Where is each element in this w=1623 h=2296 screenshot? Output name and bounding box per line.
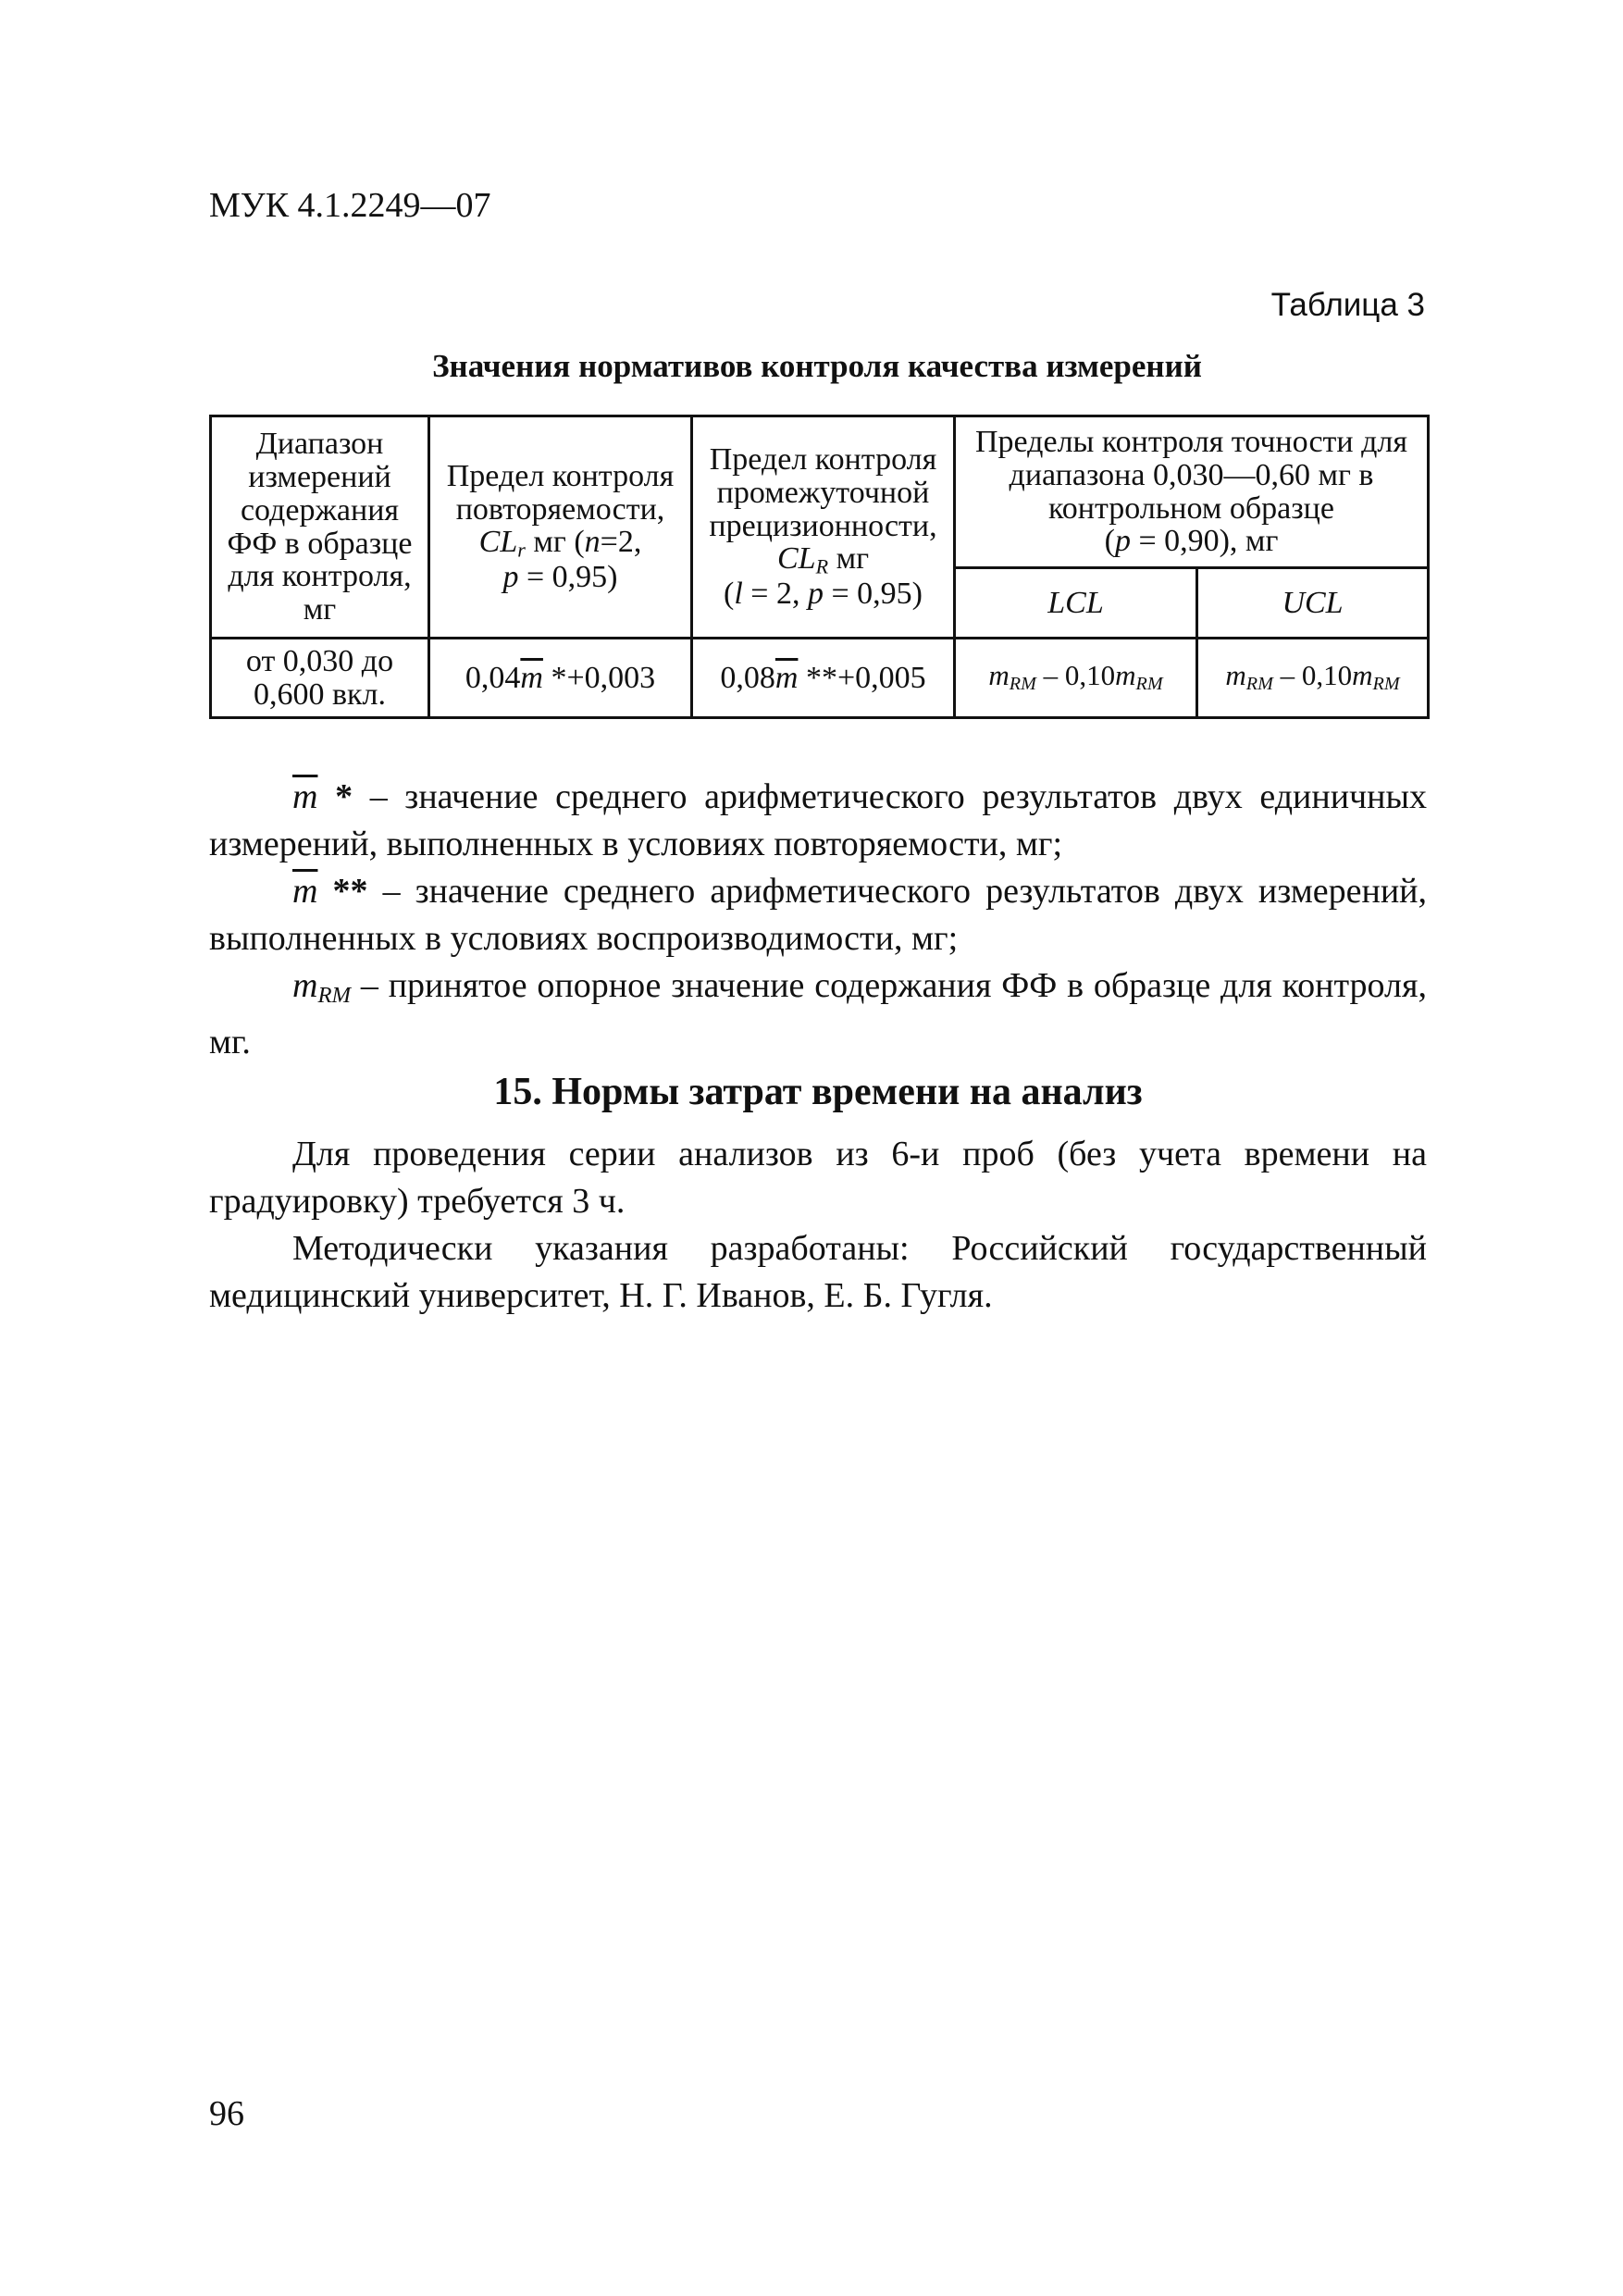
note-mean-repeatability: $\overline{m}$ * – значение среднего арифметического результатов двух единичных измерений, выполненных в условиях повторяемости, мг; (209, 777, 1428, 863)
section-paragraph-authors: Методически указания разработаны: Российский государственный медицинский университет, Н. Г. Иванов, Е. Б. Гугля. (209, 1229, 1427, 1315)
header-accuracy-limits: Пределы контроля точности для диапазона 0,030—0,60 мг в контрольном образце (p = 0,90), мг (955, 416, 1429, 568)
cell-ucl: $m_{RM} - 0,10m_{RM}$ (1197, 639, 1429, 718)
table-label: Таблица 3 (1270, 287, 1425, 323)
section-heading: 15. Нормы затрат времени на анализ (493, 1071, 1143, 1113)
cell-repeatability: $0,04\overline{m}$ *+0,003 (429, 639, 692, 718)
header-repeatability: Предел контроля повторяемости, $CL_r$ мг (n=2, p = 0,95) (429, 416, 692, 639)
note-mean-reproducibility: $\overline{m}$ ** – значение среднего арифметического результатов двух измерений, выполненных в условиях воспроизводимости, мг; (209, 872, 1427, 958)
page-number: 96 (209, 2094, 244, 2133)
quality-control-table (209, 415, 1430, 719)
header-lcl: LCL (955, 568, 1197, 639)
cell-lcl: $m_{RM} - 0,10m_{RM}$ (955, 639, 1197, 718)
document-code: МУК 4.1.2249—07 (209, 186, 491, 225)
cell-intermediate-precision: $0,08\overline{m}$ **+0,005 (692, 639, 955, 718)
section-paragraph-time: Для проведения серии анализов из 6-и проб (без учета времени на градуировку) требуется 3 ч. (209, 1135, 1427, 1221)
table-title: Значения нормативов контроля качества измерений (432, 348, 1202, 384)
cell-range: от 0,030 до 0,600 вкл. (211, 639, 429, 718)
note-reference-value: $m_{RM}$ – принятое опорное значение содержания ФФ в образце для контроля, мг. (209, 966, 1427, 1062)
header-ucl: UCL (1197, 568, 1429, 639)
header-range: Диапазон измерений содержания ФФ в образце для контроля, мг (211, 416, 429, 639)
header-intermediate-precision: Предел контроля промежуточной прецизионности, $CL_R$ мг (l = 2, p = 0,95) (692, 416, 955, 639)
